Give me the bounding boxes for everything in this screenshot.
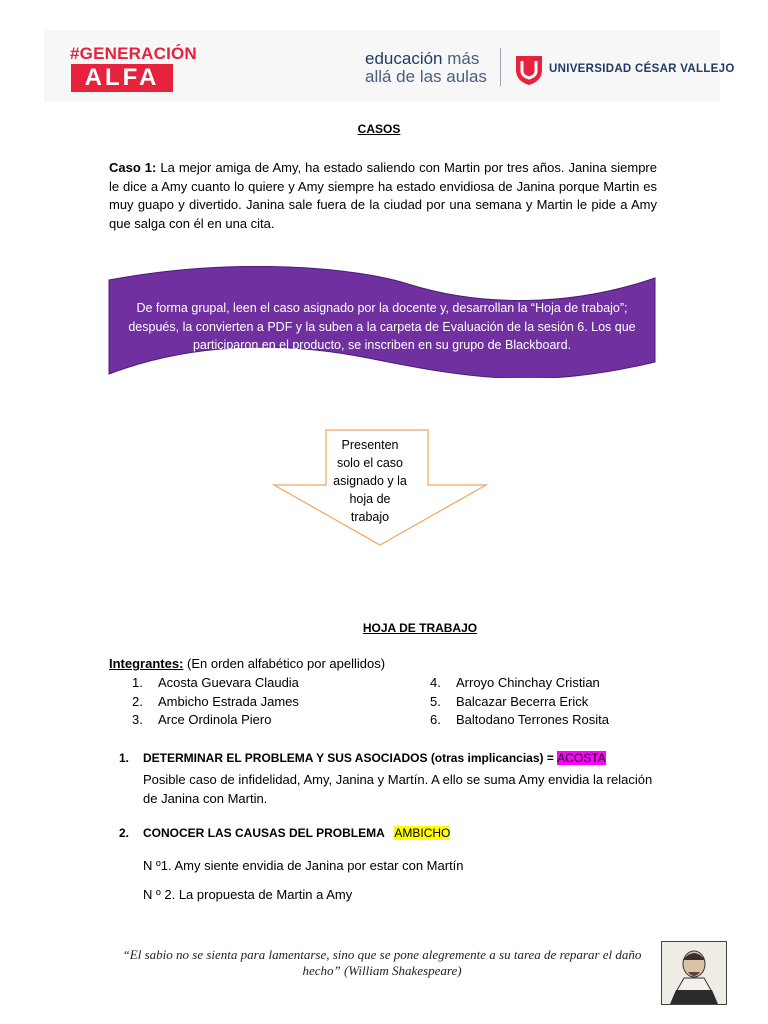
member-item <box>430 694 588 709</box>
section-1-body: Posible caso de infidelidad, Amy, Janina y Martín. A ello se suma Amy envidia la relación de Janina con Martin. <box>143 772 653 806</box>
member-num: 4. <box>430 675 441 690</box>
member-item <box>430 675 600 690</box>
integrantes-label: Integrantes: <box>109 656 184 671</box>
caso-1-paragraph <box>109 159 657 233</box>
header-divider <box>500 48 501 86</box>
section-title: CONOCER LAS CAUSAS DEL PROBLEMA <box>143 826 395 840</box>
banner-instructions: De forma grupal, leen el caso asignado por la docente y, desarrollan la “Hoja de trabajo”; después, la convierten a PDF y la suben a la carpeta de Evaluación de la sesión 6. Los que participaron en el producto, se inscriben en su grupo de Blackboard. <box>128 301 636 352</box>
mas-word: más <box>442 49 480 68</box>
member-name: Acosta Guevara Claudia <box>158 675 299 690</box>
member-name: Arce Ordinola Piero <box>158 712 272 727</box>
member-item <box>132 694 299 709</box>
member-num: 1. <box>132 675 143 690</box>
shakespeare-portrait <box>661 941 727 1005</box>
section-assignee-highlight: AMBICHO <box>394 826 451 840</box>
section-title: DETERMINAR EL PROBLEMA Y SUS ASOCIADOS (otras implicancias) = <box>143 751 558 765</box>
section-assignee-highlight: ACOSTA <box>557 751 606 765</box>
member-name: Baltodano Terrones Rosita <box>456 712 609 727</box>
member-name: Balcazar Becerra Erick <box>456 694 589 709</box>
member-num: 6. <box>430 712 441 727</box>
section-num: 1. <box>119 751 130 765</box>
member-num: 3. <box>132 712 143 727</box>
generacion-alfa-hashtag: #GENERACIÓN <box>70 44 197 63</box>
edu-slogan-line2 <box>365 67 487 87</box>
generacion-alfa-logo: ALFA <box>71 64 173 92</box>
ucv-name: UNIVERSIDAD CÉSAR VALLEJO <box>549 63 735 75</box>
cause-item: N º 2. La propuesta de Martin a Amy <box>143 887 353 902</box>
arrow-callout-text: Presenten solo el caso asignado y la hoja de trabajo <box>333 438 407 524</box>
member-name: Ambicho Estrada James <box>158 694 299 709</box>
section-num: 2. <box>119 826 130 840</box>
member-item <box>132 712 271 727</box>
casos-title: CASOS <box>357 122 401 136</box>
member-num: 5. <box>430 694 441 709</box>
integrantes-heading <box>109 656 385 671</box>
member-item <box>132 675 299 690</box>
member-item <box>430 712 609 727</box>
hoja-trabajo-title: HOJA DE TRABAJO <box>362 621 478 635</box>
edu-slogan-line1 <box>365 49 479 69</box>
alla-de-las-aulas: allá de las aulas <box>365 67 487 86</box>
section-1-heading <box>119 751 606 765</box>
caso-text: La mejor amiga de Amy, ha estado saliendo con Martin por tres años. Janina siempre le dice a Amy cuanto lo quiere y Amy siempre ha estado envidiosa de Janina porque Martin es muy guapo y divertido. Janina sale fuera de la ciudad por una semana y Martin le pide a Amy que salga con él en una cita. <box>109 160 657 231</box>
shakespeare-quote: “El sabio no se sienta para lamentarse, sino que se pone alegremente a su tarea de reparar el daño hecho” (William Shakespeare) <box>122 947 642 978</box>
member-num: 2. <box>132 694 143 709</box>
portrait-icon <box>662 942 726 1004</box>
section-2-heading <box>119 826 450 840</box>
edu-word: educación <box>365 49 443 68</box>
integrantes-note: (En orden alfabético por apellidos) <box>183 656 386 671</box>
cause-item: N º1. Amy siente envidia de Janina por estar con Martín <box>143 858 464 873</box>
caso-label: Caso 1: <box>109 160 157 175</box>
member-name: Arroyo Chinchay Cristian <box>456 675 600 690</box>
ucv-shield-icon <box>514 54 544 86</box>
